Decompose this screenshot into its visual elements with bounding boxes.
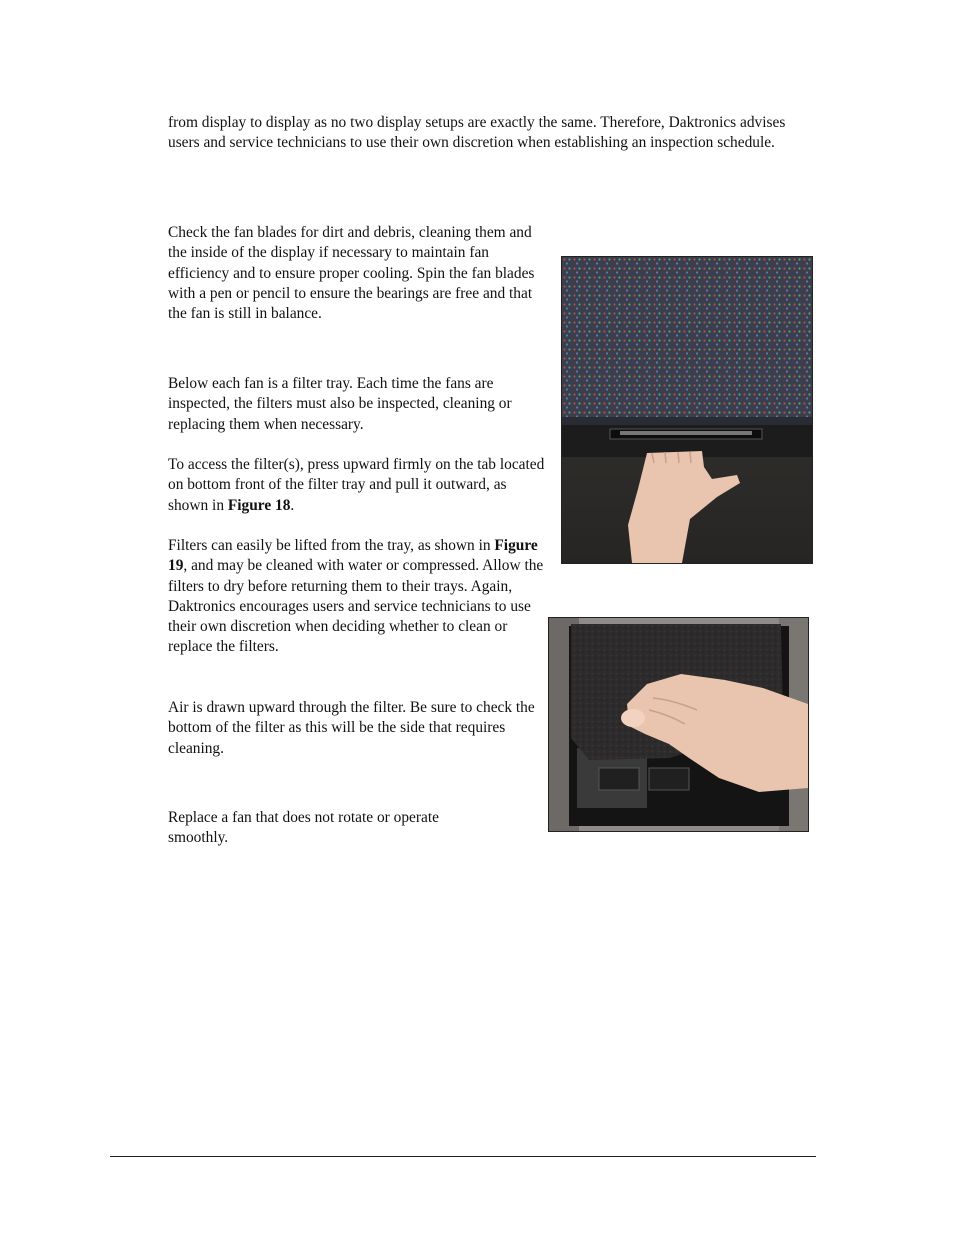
lift-paragraph: [168, 536, 548, 658]
airflow-paragraph: Air is drawn upward through the filter. Be sure to check the bottom of the filter as this will be the side that requires cleaning.: [168, 699, 535, 757]
lift-text-end: , and may be cleaned with water or compressed. Allow the filters to dry before returning them to their trays. Again, Daktronics encourages users and service technicians to use their own discretion when deciding whether to clean or replace the filters.: [168, 557, 544, 656]
figure-19-reference: Figure 19: [168, 537, 538, 575]
figure-18-reference: Figure 18: [227, 496, 291, 514]
access-paragraph: [168, 455, 548, 516]
replace-fan-paragraph: Replace a fan that does not rotate or operate smoothly.: [168, 809, 439, 847]
figure-18-photo: [561, 256, 813, 564]
access-text: To access the filter(s), press upward firmly on the tab located on bottom front of the filter tray and pull it outward, as shown in: [168, 456, 545, 514]
figure-19-photo: [548, 617, 809, 832]
lift-text: Filters can easily be lifted from the tray, as shown in: [168, 537, 495, 554]
intro-paragraph: from display to display as no two display setups are exactly the same. Therefore, Daktronics advises users and service technicians to use their own discretion when establishing an inspection schedule.: [168, 114, 786, 152]
fan-check-paragraph: Check the fan blades for dirt and debris, cleaning them and the inside of the display if necessary to maintain fan efficiency and to ensure proper cooling. Spin the fan blades with a pen or pencil to ensure the bearings are free and that the fan is still in balance.: [168, 224, 535, 323]
filter-tray-paragraph: Below each fan is a filter tray. Each time the fans are inspected, the filters must also be inspected, cleaning or replacing them when necessary.: [168, 375, 512, 433]
access-text-end: .: [290, 496, 295, 514]
footer-rule: [110, 1156, 816, 1157]
